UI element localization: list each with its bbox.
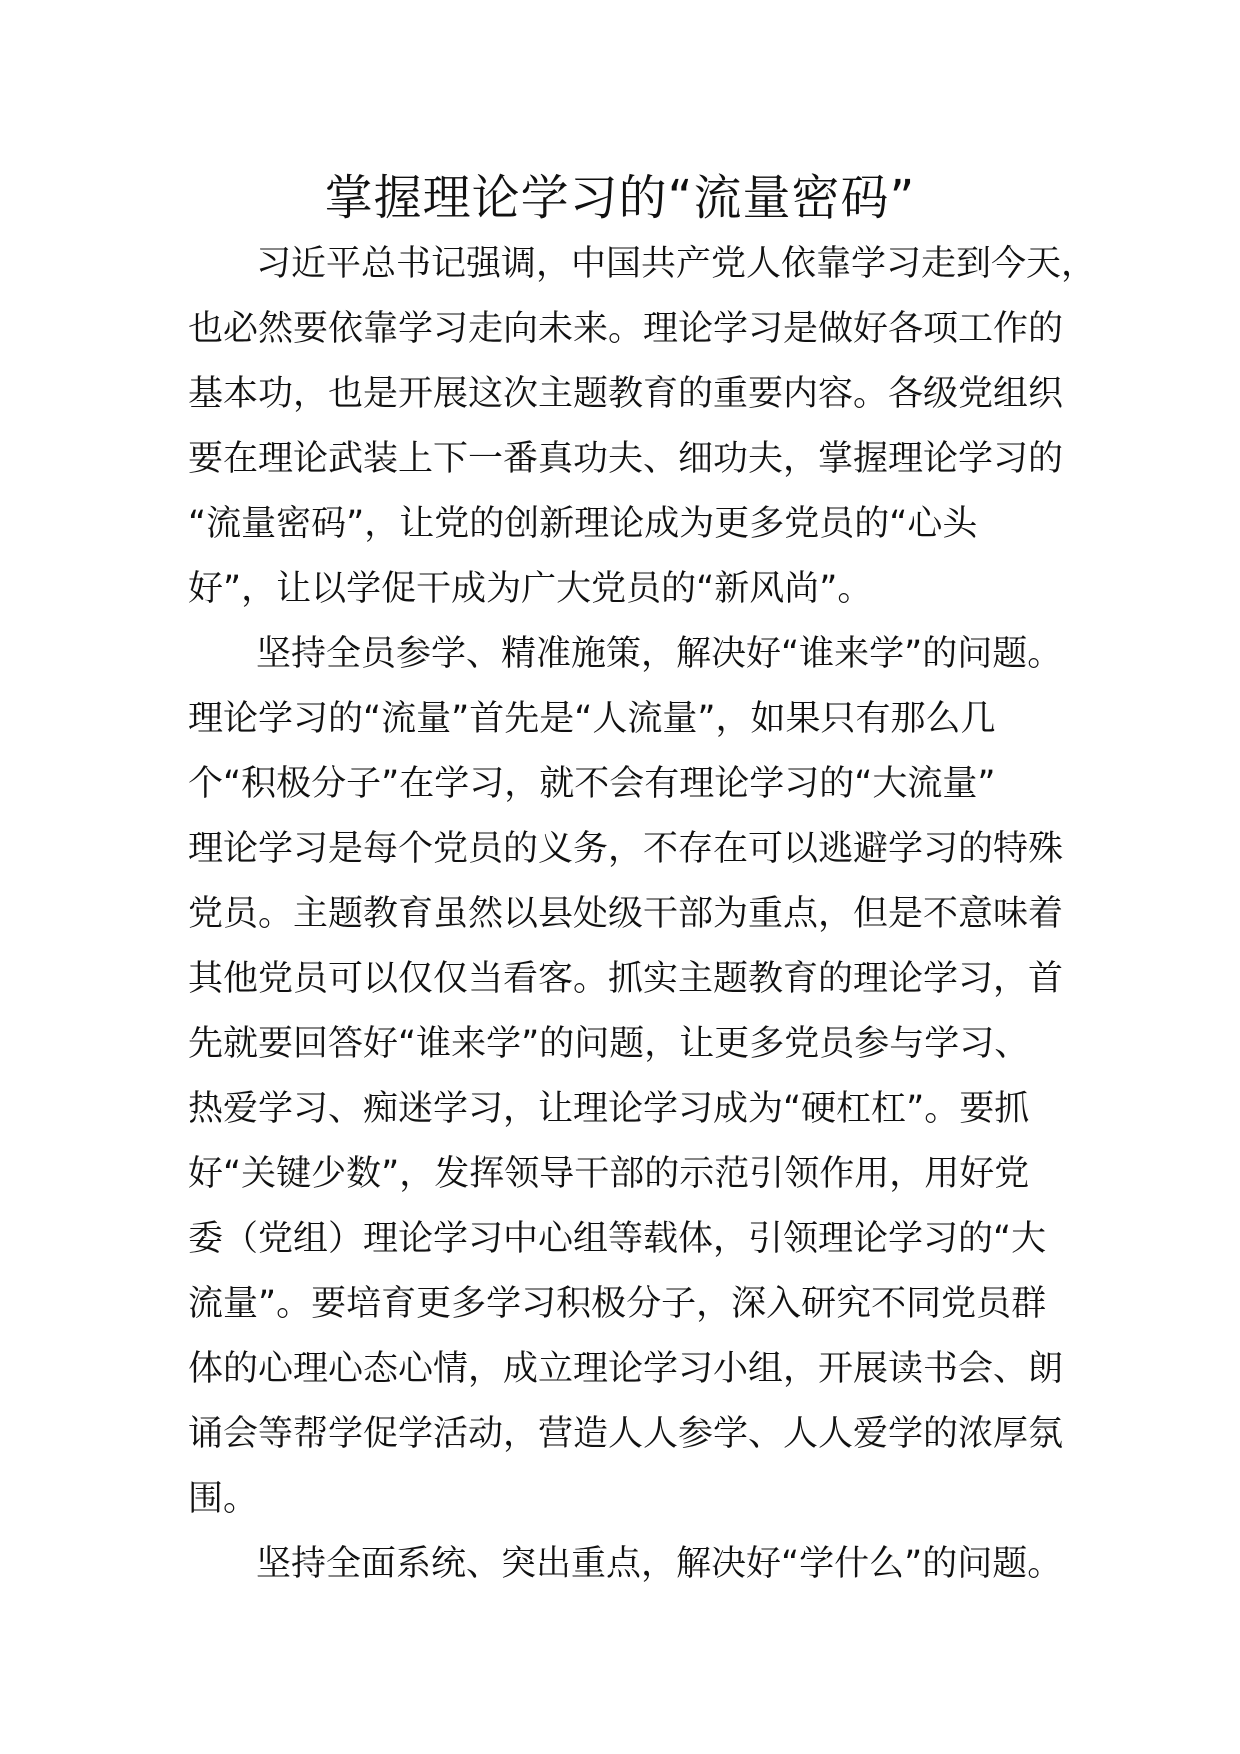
text-line: 理论学习是每个党员的义务，不存在可以逃避学习的特殊 <box>188 829 1064 869</box>
text-line: 体的心理心态心情，成立理论学习小组，开展读书会、朗 <box>188 1349 1064 1389</box>
text-line: 个“积极分子”在学习，就不会有理论学习的“大流量” <box>188 764 996 804</box>
text-line: 围。 <box>188 1479 259 1519</box>
text-line: 理论学习的“流量”首先是“人流量”，如果只有那么几 <box>188 699 996 739</box>
text-line: 热爱学习、痴迷学习，让理论学习成为“硬杠杠”。要抓 <box>188 1089 1030 1129</box>
text-line: 先就要回答好“谁来学”的问题，让更多党员参与学习、 <box>188 1024 1030 1064</box>
text-line: 流量”。要培育更多学习积极分子，深入研究不同党员群 <box>188 1284 1047 1324</box>
document-title: 掌握理论学习的“流量密码” <box>324 170 916 226</box>
text-line: 好“关键少数”，发挥领导干部的示范引领作用，用好党 <box>188 1154 1030 1194</box>
text-line: 要在理论武装上下一番真功夫、细功夫，掌握理论学习的 <box>188 439 1064 479</box>
text-line: 党员。主题教育虽然以县处级干部为重点，但是不意味着 <box>188 894 1064 934</box>
text-line: 其他党员可以仅仅当看客。抓实主题教育的理论学习，首 <box>188 959 1064 999</box>
text-line: 坚持全员参学、精准施策，解决好“谁来学”的问题。 <box>256 634 1063 674</box>
document-body <box>188 232 1097 1597</box>
text-line: 委（党组）理论学习中心组等载体，引领理论学习的“大 <box>188 1219 1047 1259</box>
text-line: “流量密码”，让党的创新理论成为更多党员的“心头 <box>188 504 978 544</box>
text-line: 也必然要依靠学习走向未来。理论学习是做好各项工作的 <box>188 309 1064 349</box>
text-line: 好”，让以学促干成为广大党员的“新风尚”。 <box>188 569 873 609</box>
text-line: 坚持全面系统、突出重点，解决好“学什么”的问题。 <box>256 1544 1063 1584</box>
text-line: 基本功，也是开展这次主题教育的重要内容。各级党组织 <box>188 374 1064 414</box>
text-line: 诵会等帮学促学活动，营造人人参学、人人爱学的浓厚氛 <box>188 1414 1064 1454</box>
text-line: 习近平总书记强调，中国共产党人依靠学习走到今天， <box>256 244 1097 284</box>
